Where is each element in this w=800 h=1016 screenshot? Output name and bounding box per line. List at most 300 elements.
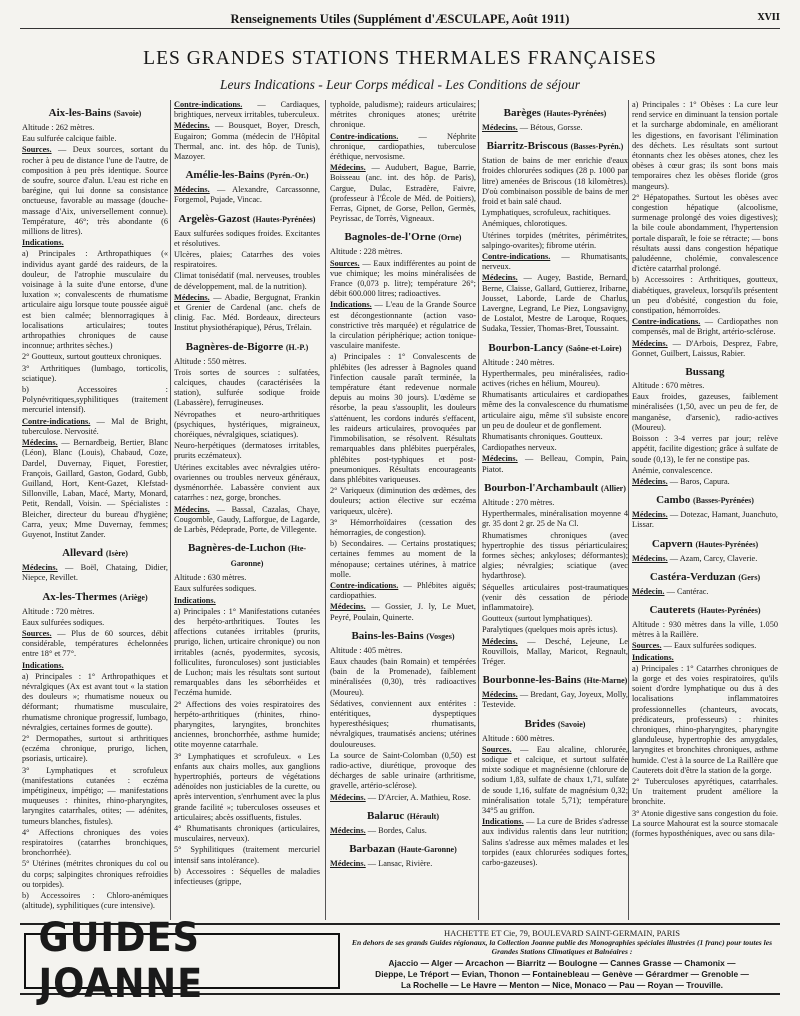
paragraph-text: — Audubert, Bague, Barrie, Boisseau (anc. int. des hôp. de Paris), Cargue, Dulac, Estradère, Faivre, (professeur à l'École de Méd. de Poitiers), Ferras, Gipnet, de Gorse, Pellon, Germès, Peyrissac, de Torrès, Vigneaux. [330,163,476,224]
paragraph [174,824,320,844]
paragraph [330,300,476,351]
station-name: Ax-les-Thermes [42,590,117,603]
paragraph-text: Lymphatiques, scrofuleux, rachitiques. [482,208,611,218]
station-heading [482,717,628,732]
paragraph-text: — L'eau de la Grande Source est décongestionnante (action vaso-constrictive très marquée) et régulatrice de la circulation périphérique; action tonique-vasculaire manifeste. [330,300,476,351]
section-label: Médecins. [482,454,518,464]
station-name: Bourbon-l'Archambault [484,481,599,494]
station-name: Bains-les-Bains [351,629,424,642]
paragraph-text: b) Secondaires. — Certains prostatiques; certaines femmes au moment de la ménopause; certaines utérines, à matrice molle. [330,539,476,579]
section-label: Indications. [22,660,64,670]
section-label: Sources. [632,641,662,651]
section-label: Indications. [174,595,216,605]
paragraph-text: 3° Atonie digestive sans congestion du foie. La source Mahourat est la source stomacale (formes hyposthéniques, avec ou sans dila- [632,808,778,838]
paragraph [174,867,320,887]
paragraph-text: Trois sortes de sources : sulfatées, calciques, chaudes (caractérisées la station), sulfurée sodique froide (Labassère), ferrugineuses. [174,367,320,408]
station-heading [632,537,778,552]
station-region: (Basses-Pyrénées) [693,496,754,506]
paragraph [22,417,168,437]
station-region: (Hte-Marne) [583,676,628,686]
running-header [20,12,780,29]
paragraph [482,390,628,431]
station-heading [22,546,168,561]
paragraph-text: Hyperthermales, minéralisation moyenne 4 gr. 35 dont 2 gr. 25 de Na Cl. [482,509,628,529]
paragraph-text: — Baros, Capura. [669,476,730,486]
paragraph-text: Eaux froides, gazeuses, faiblement minéralisées (1,50, avec un peu de fer, de manganèse, d'arsenic), radio-actives (Moureu). [632,392,778,432]
paragraph-text: — La cure de Brides s'adresse aux individus ralentis dans leur nutrition; Salins s'adresse aux mêmes malades et les torpides (eaux chlorurées sodiques fortes, carbo-gazeuses). [482,817,628,867]
paragraph-text: — Bredant, Gay, Joyeux, Molly, Testevide. [482,690,628,710]
station-name: Biarritz-Briscous [486,140,568,153]
paragraph-text: Eaux sulfurées sodiques. [22,617,105,627]
station-region: (Isère) [105,549,128,559]
paragraph-text: Rhumatisants chroniques. Goutteux. [482,432,603,442]
section-label: Sources. [482,744,512,754]
column-rule [170,100,171,920]
paragraph [632,339,778,359]
paragraph-text: Hyperthermales, peu minéralisées, radio-actives (riches en hélium, Moureu). [482,368,628,389]
paragraph-text: b) Accessoires : Arthritiques, goutteux, diabétiques, graveleux, lorsqu'ils présentent un peu d'obésité, congestion du foie, constipation, hémorroïdes. [632,275,778,316]
paragraph [482,745,628,816]
station-region: (Hautes-Pyrénées) [695,539,759,549]
station-region: (Orne) [438,233,462,243]
paragraph [632,664,778,776]
paragraph [330,163,476,224]
paragraph-text: Ulcères, plaies; Catarrhes des voies respiratoires. [174,250,320,270]
section-label: Médecin. [632,586,665,596]
station-name: Cauterets [649,603,696,616]
paragraph [330,132,476,163]
station-name: Cambo [656,494,691,507]
paragraph [174,100,320,120]
paragraph-text: — Azam, Carcy, Claverie. [669,553,758,563]
paragraph [330,486,476,517]
paragraph-text: — Augey, Bastide, Bernard, Berne, Claisse, Gallard, Guttierez, Iribarne, Jousset, Laborde, Larde de Charlus, Lavergne, Legrand, Le Piez, Longsavigny, de Lostalot, Mestre de Laroque, Roques, Sudaka, Tessier, Thomas-Bret, Toussaint. [482,273,628,334]
paragraph-text: — Cardiaques, brightiques, nerveux irritables, tuberculeux. [174,100,320,120]
paragraph-text: — D'Arbois, Desprez, Fabre, Gonnet, Guilbert, Laissus, Rabier. [632,338,778,358]
paragraph [22,385,168,416]
station-heading [330,842,476,857]
paragraph [22,672,168,733]
paragraph [22,238,168,248]
ad-publisher: HACHETTE ET Cie, 79, BOULEVARD SAINT-GERMAIN, PARIS [444,928,680,938]
paragraph-text: La source de Saint-Colomban (0,50) est radio-active, diurétique, provoque des décharges de sable urinaire (arthritisme, gravelle, artério-sclérose). [330,750,476,791]
paragraph-text: — Gossier, J. ly, Le Muet, Peyré, Poulain, Quinerte. [330,602,476,622]
section-label: Médecins. [22,438,58,448]
paragraph [22,607,168,617]
paragraph-text: Paralytiques (quelques mois après ictus). [482,625,618,635]
paragraph [174,410,320,441]
station-heading [482,481,628,496]
paragraph [482,123,628,133]
paragraph [174,185,320,205]
paragraph-text: Cardiopathes nerveux. [482,443,557,453]
station-heading [632,365,778,379]
paragraph [632,653,778,663]
paragraph [22,734,168,765]
paragraph-text: b) Accessoires : Séquelles de maladies infectieuses (grippe, [174,866,320,886]
paragraph [482,443,628,453]
paragraph-text: — Bétous, Gorsse. [519,123,583,132]
station-heading [482,106,628,121]
paragraph [22,352,168,362]
paragraph [174,441,320,461]
paragraph [174,357,320,367]
ad-places-line: Ajaccio — Alger — Arcachon — Biarritz — Boulogne — Cannes Grasse — Chamonix — [388,958,736,968]
station-region: (Pyrén.-Or.) [267,171,309,181]
paragraph [482,625,628,635]
paragraph-text: Anémie, convalescence. [632,465,713,475]
paragraph [482,432,628,442]
station-heading [482,341,628,356]
column-rule [478,100,479,920]
paragraph [632,554,778,564]
paragraph-text: — Lansac, Rivière. [367,859,433,868]
paragraph-text: a) Principales : Arthropathiques (« individus ayant gardé des raideurs, de la douleur, de l'atrophie musculaire du voisinage à la suite d'une entorse, d'une luxation »; convalescents de rhumatisme articulaire aigu lorsque toute poussée aiguë est bien calmée; blennorragiques à localisations articulaires; toutes arthropathies chroniques de cause inconnue; arthrites sèches.) [22,249,168,351]
ad-places [346,958,778,991]
section-label: Contre-indications. [330,131,399,141]
paragraph [632,777,778,808]
section-label: Médecins. [632,476,668,486]
paragraph [482,690,628,710]
station-region: (Ariège) [119,592,148,602]
station-region: (Hautes-Pyrénées) [252,214,316,224]
paragraph [482,614,628,624]
station-name: Bussang [685,366,725,379]
paragraph [330,352,476,485]
paragraph-text: typhoïde, paludisme); raideurs articulaires; métrites chroniques atones; urétrite chronique. [330,100,476,130]
section-label: Médecins. [330,792,366,802]
ad-text [346,928,778,991]
section-label: Indications. [482,817,524,827]
paragraph [330,100,476,131]
paragraph [330,859,476,869]
section-label: Médecins. [330,163,366,173]
paragraph [632,620,778,640]
station-name: Bourbonne-les-Bains [482,674,582,687]
column-rule [325,100,326,920]
paragraph [330,247,476,257]
paragraph [330,602,476,622]
station-region: (Haute-Garonne) [397,845,457,854]
section-label: Médecins. [330,859,366,868]
paragraph [22,123,168,133]
station-name: Bagnères-de-Luchon [187,542,286,555]
page-number: XVII [757,13,780,23]
paragraph-text: Eaux chaudes (bain Romain) et tempérées (bain de la Promenade), faiblement minéralisées (0,30), très radioactives (Moureu). [330,656,476,697]
paragraph [22,563,168,583]
station-region: (Vosges) [426,631,455,641]
section-label: Médecins. [330,825,366,835]
paragraph-text: — Cardiopathes non compensés, mal de Bright, artério-sclérose. [632,317,778,337]
paragraph [482,734,628,744]
station-heading [330,230,476,245]
running-head: Renseignements Utiles (Supplément d'ÆSCULAPE, Août 1911) [230,12,570,26]
paragraph [330,581,476,601]
paragraph-text: 3° Hémorrhoïdaires (cessation des hémorragies, de congestion). [330,517,476,537]
ad-places-line: Dieppe, Le Tréport — Evian, Thonon — Fontainebleau — Genève — Gérardmer — Grenoble — [375,969,749,979]
paragraph-text: a) Principales : 1° Arthropathiques et névralgiques (Ax est avant tout « la station des douleurs »; rhumatisme noueux ou déformant; rhumatisme musculaire, rhumatisme chronique progressif, lumbago, névralgies, certaines formes de goutte). [22,671,168,732]
paragraph-text: a) Principales : 1° Obèses : La cure leur rend service en diminuant la tension portale et la surcharge abdominale, en améliorant les digestions, en favorisant l'élimination des déchets. Les résultats sont surtout étonnants chez les obèses atones, chez les obèses à cœur gras; ils sont bons mais temporaires chez les obèses floride (gros mangeurs). [632,100,778,191]
paragraph [632,477,778,487]
paragraph [632,392,778,433]
paragraph-text: a) Principales : 1° Manifestations cutanées des herpéto-arthritiques. Toutes les affections cutanées irritables (prurits, prurigo, lichen, urticaire chronique) ou non irritables (acnés, pyodermites, sycosis, folliculites, furonculoses) sont justiciables de Luchon; mais les résultats sont surtout remarquables dans les séborrhéides et l'eczéma humide. [174,606,320,698]
paragraph [482,156,628,207]
paragraph-text: 2° Variqueux (diminution des œdèmes, des douleurs; action élective sur eczéma variqueux, ulcère). [330,486,476,516]
column-rule [628,100,629,920]
paragraph [174,463,320,504]
paragraph-text: — Eau alcaline, chlorurée, sodique et calcique, et surtout sulfatée mixte sodique et magnésienne (chlorure de sodium 1,83, sulfate de chaux 1,71, sulfate de soude 1,16, sulfate de magnésium 0,32; minéralisation totale 5,71); température 34°5 au griffon. [482,744,628,815]
paragraph-text: — Bordes, Calus. [367,825,427,835]
paragraph-text: Altitude : 228 mètres. [330,247,403,257]
paragraph [632,809,778,840]
paragraph [632,510,778,530]
paragraph-text: — Eaux indifférentes au point de vue chimique; les moins minéralisées de France (0,073 p. litre); température 26°; débit 600.000 litres; radioactives. [330,258,476,299]
paragraph-text: 2° Goutteux, surtout goutteux chroniques. [22,352,162,362]
station-region: (Allier) [600,483,626,493]
paragraph [174,700,320,751]
paragraph-text: Neuro-herpétiques (dermatoses irritables, prurits eczémateux). [174,441,320,461]
section-label: Contre-indications. [22,416,91,426]
station-name: Bagnoles-de-l'Orne [344,231,436,244]
paragraph-text: Utérines excitables avec névralgies utéro-ovariennes ou troubles nerveux généraux, dysménorrhée. Labassère convient aux catarrhes : nez, gorge, bronches. [174,462,320,503]
paragraph-text: Anémiques, chlorotiques. [482,219,568,229]
paragraph [632,317,778,337]
text-column-1 [22,100,168,916]
paragraph [330,518,476,538]
paragraph-text: Climat tonisédatif (mal. nerveuses, troubles de développement, mal. de la nutrition). [174,271,320,291]
station-name: Aix-les-Bains [48,107,112,119]
paragraph-text: Eaux sulfurées sodiques. [174,584,257,594]
station-heading [330,809,476,824]
paragraph [482,583,628,614]
station-name: Balaruc [366,809,405,822]
section-label: Médecins. [482,636,518,646]
paragraph [22,618,168,628]
paragraph-text: — Boël, Chataing, Didier, Niepce, Revillet. [22,563,168,583]
paragraph-text: — Cantérac. [666,586,709,596]
text-column-4 [482,100,628,916]
paragraph [482,358,628,368]
station-region: (Gers) [738,572,761,582]
paragraph-text: 4° Rhumatisants chroniques (articulaires, musculaires, nerveux). [174,823,320,844]
station-name: Barbazan [349,843,396,855]
paragraph [330,539,476,580]
paragraph [174,505,320,536]
station-region: (Basses-Pyrén.) [570,142,624,152]
paragraph [632,193,778,275]
paragraph [330,657,476,698]
section-label: Contre-indications. [174,100,243,109]
paragraph-text: 4° Affections chroniques des voies respiratoires (catarrhes bronchiques, bronchorrhée). [22,827,168,858]
paragraph [174,573,320,583]
station-name: Allevard [62,547,104,560]
section-label: Médecins. [632,510,668,520]
station-name: Castéra-Verduzan [649,570,736,583]
paragraph-text: — Bousquet, Boyer, Dresch, Eugairon; Gomma (médecin de l'Hôpital Thermal, anc. int. des hôp. de Tunis), Mazoyer. [174,121,320,162]
paragraph [632,587,778,597]
paragraph [632,641,778,651]
station-region: (Hautes-Pyrénées) [697,605,761,615]
paragraph [22,364,168,384]
paragraph [482,509,628,529]
paragraph-text: Eau sulfurée calcique faible. [22,134,117,144]
paragraph [482,817,628,868]
paragraph-text: Boisson : 3-4 verres par jour; relève appétit, facilite digestion; grâce à sulfate de soude (0,13), le fer ne constipe pas. [632,434,778,464]
section-label: Médecins. [174,292,210,302]
paragraph [22,438,168,540]
paragraph [22,249,168,351]
paragraph [632,466,778,476]
section-label: Sources. [22,628,52,638]
station-heading [482,139,628,154]
paragraph-text: b) Accessoires : Polynévritiques,syphilitiques (traitement mercuriel intensif). [22,385,168,415]
paragraph-text: — Mal de Bright, tuberculose. Nervosité. [22,416,168,436]
paragraph-text: Eaux sulfurées sodiques froides. Excitantes et résolutives. [174,228,320,248]
paragraph [330,259,476,300]
paragraph-text: Altitude : 600 mètres. [482,733,555,743]
paragraph [632,100,778,192]
guides-joanne-advertisement [20,915,780,1007]
paragraph-text: Altitude : 262 mètres. [22,123,95,132]
paragraph [22,629,168,660]
section-label: Médecins. [174,185,210,195]
paragraph [330,751,476,792]
paragraph [22,134,168,144]
station-name: Capvern [651,537,693,550]
paragraph-text: — Phlébites aiguës; cardiopathies. [330,580,476,601]
paragraph [482,252,628,272]
paragraph-text: 2° Tuberculoses apyrétiques, catarrhales. Un traitement prudent améliore la bronchite. [632,776,778,807]
station-heading [22,106,168,121]
paragraph [482,498,628,508]
paragraph [330,793,476,803]
paragraph [482,454,628,474]
paragraph-text: 2° Hépatopathes. Surtout les obèses avec congestion hépatique (alcoolisme, surmenage prolongé des voies digestives); la bile coule abondamment, l'hypertension portale disparaît, le foie se rétracte; — bons résultats aussi dans congestion hépatique paludéenne, cholémie, convalescence d'ictère catarrhal prolongé. [632,192,778,274]
paragraph [22,828,168,859]
paragraph [174,607,320,699]
station-name: Bourbon-Lancy [488,341,563,354]
paragraph [22,145,168,237]
station-name: Argelès-Gazost [178,212,251,225]
section-label: Contre-indications. [482,252,551,262]
paragraph-text: Altitude : 720 mètres. [22,606,95,616]
paragraph [482,531,628,582]
station-heading [482,673,628,688]
paragraph-text: — Deux sources, sortant du rocher à peu de distance l'une de l'autre, de composition à peu près identique. Source de soufre, source d'alun. L'eau est riche en barégine, qui lui donne sa consistance onctueuse, favorable au massage (douche-massage d'Aix, universellement connue). Température, 46°; très abondante (6 millions de litres). [22,145,168,237]
paragraph-text: a) Principales : 1° Catarrhes chroniques de la gorge et des voies respiratoires, qu'ils soient d'ordre lymphatique ou dus à des localisations inflammatoires professionnelles (chanteurs, avocats, prédicateurs, professeurs) : rhinites chroniques, rhino-pharyngites, pharyngite glanduleuse, hypertrophie des amygdales, laryngites et bronchites chroniques, asthme humide. C'est à la source de La Raillère que Cauterets doit d'être la station de la gorge. [632,663,778,775]
paragraph-text: — Alexandre, Carcassonne, Forgemol, Pujade, Vincac. [174,185,320,205]
paragraph [632,275,778,316]
paragraph-text: Névropathes et neuro-arthritiques (psychiques, hystériques, migraineux, choréiques, névralgiques, sciatiques). [174,409,320,440]
paragraph [482,219,628,229]
section-label: Médecins. [330,602,366,612]
paragraph [330,826,476,836]
paragraph [22,891,168,911]
paragraph [482,369,628,389]
paragraph-text: Station de bains de mer enrichie d'eaux froides chlorurées sodiques (28 p. 1000 par litre) amenées de Briscous (18 kilomètres). D'où combinaison possible de bains de mer froid et bain salé chaud. [482,156,628,207]
section-label: Médecins. [482,123,518,132]
section-label: Médecins. [482,273,518,283]
paragraph-text: Rhumatisants articulaires et cardiopathes même des la convalescence du rhumatisme articulaire aigu, même s'il subsiste encore un peu de douleur et de gonflement. [482,390,628,430]
paragraph [174,250,320,270]
paragraph-text: Sédatives, conviennent aux entérites : entéritiques, dyspeptiques hyperesthésiques; rhumatisants, névralgiques, traumatisés anciens; utérines douloureuses. [330,698,476,749]
paragraph [482,231,628,251]
paragraph-text: — Bernardbeig, Bertier, Blanc (Léon), Blanc (Louis), Chabaud, Coze, Dardel, Duvernay, Fiquet, Forestier, François, Gaillard, Gaston, Godard, Gubb, Guilland, Hort, Kent-Gazet, Klefstad-Sillonville, Laban, Macé, Marty, Monard, Petit, Rendall, Voisin. — Spécialistes : Bleicher, directeur du bureau d'hygiène; Carra, yeux; Mme Duvernay, femmes; Guyenot, Institut Zander. [22,438,168,539]
paragraph [174,596,320,606]
station-region: (Hte-Garonne) [230,544,307,569]
station-heading [174,168,320,183]
paragraph-text: 2° Dermopathes, surtout si arthritiques (eczéma chronique, prurigo, lichen, psoriasis, urticaire). [22,733,168,764]
paragraph-text: — Abadie, Bergugnat, Frankin et Grenier de Cardenal (anc. chefs de clinig. Fac. Méd. Bordeaux, directeurs Institut physiothérapique), Pérus, Trélain. [174,292,320,333]
station-heading [330,629,476,644]
paragraph [330,646,476,656]
paragraph-text: Altitude : 240 mètres. [482,357,555,367]
paragraph-text: a) Principales : 1° Convalescents de phlébites (les adresser à Bagnoles quand l'infection causale paraît terminée, la température étant redevenue normale depuis au moins 30 jours). L'œdème se résorbe, la peau s'assouplit, les douleurs s'atténuent, les cordons indurés s'effacent, les raideurs articulaires, provoquées par l'immobilisation, se résolvent. Résultats remarquables dans phlébites puerpérales, phlébites post-typhiques et post-pneumoniques. Résultats encourageants dans phlébites variqueuses. [330,352,476,484]
paragraph-text: — Eaux sulfurées sodiques. [663,641,757,651]
paragraph [632,434,778,465]
paragraph-text: — Plus de 60 sources, débit considérable, températures échelonnées entre 18° et 77°. [22,628,168,659]
paragraph-text: Altitude : 930 mètres dans la ville, 1.050 mètres à la Raillère. [632,619,778,640]
station-name: Amélie-les-Bains [185,169,265,182]
section-label: Contre-indications. [330,580,399,590]
text-column-2 [174,100,320,916]
paragraph-text: 3° Arthritiques (lumbago, torticolis, sciatique). [22,363,168,383]
paragraph-text: Goutteux (surtout lymphatiques). [482,614,593,624]
station-heading [174,340,320,355]
section-label: Indications. [632,652,674,662]
paragraph [174,752,320,823]
paragraph [482,208,628,218]
section-label: Médecins. [174,504,210,514]
section-label: Médecins. [482,690,518,700]
paragraph [174,229,320,249]
station-heading [632,603,778,618]
paragraph-text: Altitude : 270 mètres. [482,497,555,507]
paragraph-text: — Dotezac, Hamant, Juanchuto, Lissar. [632,510,778,530]
paragraph-text: 3° Lymphatiques et scrofuleux (manifestations cutanées : eczéma impétigineux, impétigo; — manifestations muqueuses : rhinites, rhino-pharyngites, laryngites catarrhales, otites; — adénites, tumeurs blanches, fistules). [22,765,168,826]
paragraph-text: — Rhumatisants, nerveux. [482,252,628,272]
paragraph-text: 3° Lymphatiques et scrofuleux. « Les enfants aux chairs molles, aux ganglions hypertrophiés, porteurs de végétations adénoïdes non justiciables de la curette, ou après intervention, s'enrhument avec la plus grande facilité »; tuberculoses osseuses et articulaires; abcès ossifluents, fistules. [174,751,320,822]
paragraph [174,584,320,594]
station-name: Brides [524,717,556,730]
paragraph [174,293,320,334]
paragraph-text: — Desché, Lejeune, Le Rouvillois, Mallay, Maricot, Regnault, Tréger. [482,636,628,666]
station-heading [632,570,778,585]
ad-blurb: En dehors de ses grands Guides régionaux, la Collection Joanne publie des Monographies spéciales illustrées (1 franc) pour toutes les Grandes Stations Climatiques et Balnéaires : [351,938,773,956]
station-name: Barèges [503,107,541,119]
station-name: Bagnères-de-Bigorre [185,340,284,353]
page-subtitle: Leurs Indications - Leur Corps médical - Les Conditions de séjour [220,77,580,92]
station-region: (Hérault) [407,811,440,821]
text-column-5 [632,100,778,916]
paragraph-text: — Belleau, Compin, Pain, Piatot. [482,454,628,474]
section-label: Indications. [330,300,372,310]
paragraph-text: 2° Affections des voies respiratoires des herpéto-arthritiques (rhinites, rhino-pharyngites, laryngites, bronchites anciennes, bronchorrhée, asthme humide; otite moyenne catarrhale. [174,699,320,750]
paragraph [22,859,168,890]
paragraph-text: Altitude : 550 mètres. [174,356,247,366]
paragraph-text: b) Accessoires : Chloro-anémiques (altitude), syphilitiques (cure intensive). [22,891,168,911]
section-label: Sources. [330,258,360,268]
paragraph-text: Altitude : 670 mètres. [632,381,705,391]
section-label: Indications. [22,238,64,248]
paragraph-text: — Néphrite chronique, cardiopathies, tuberculose éréthique, nervosisme. [330,131,476,162]
ad-places-line: La Rochelle — Le Havre — Menton — Nice, Monaco — Pau — Royan — Trouville. [400,980,724,990]
paragraph-text: Rhumatismes chroniques (avec hypertrophie des tissus périarticulaires; formes sèches; ankyloses; déformantes); algies; névralgies; sciatique (avec hydarthrose). [482,530,628,581]
station-region: (H.-P.) [285,342,309,352]
section-label: Médecins. [632,553,668,563]
paragraph-text: Altitude : 405 mètres. [330,645,403,655]
paragraph-text: 5° Syphilitiques (traitement mercuriel intensif sans intolérance). [174,845,320,865]
